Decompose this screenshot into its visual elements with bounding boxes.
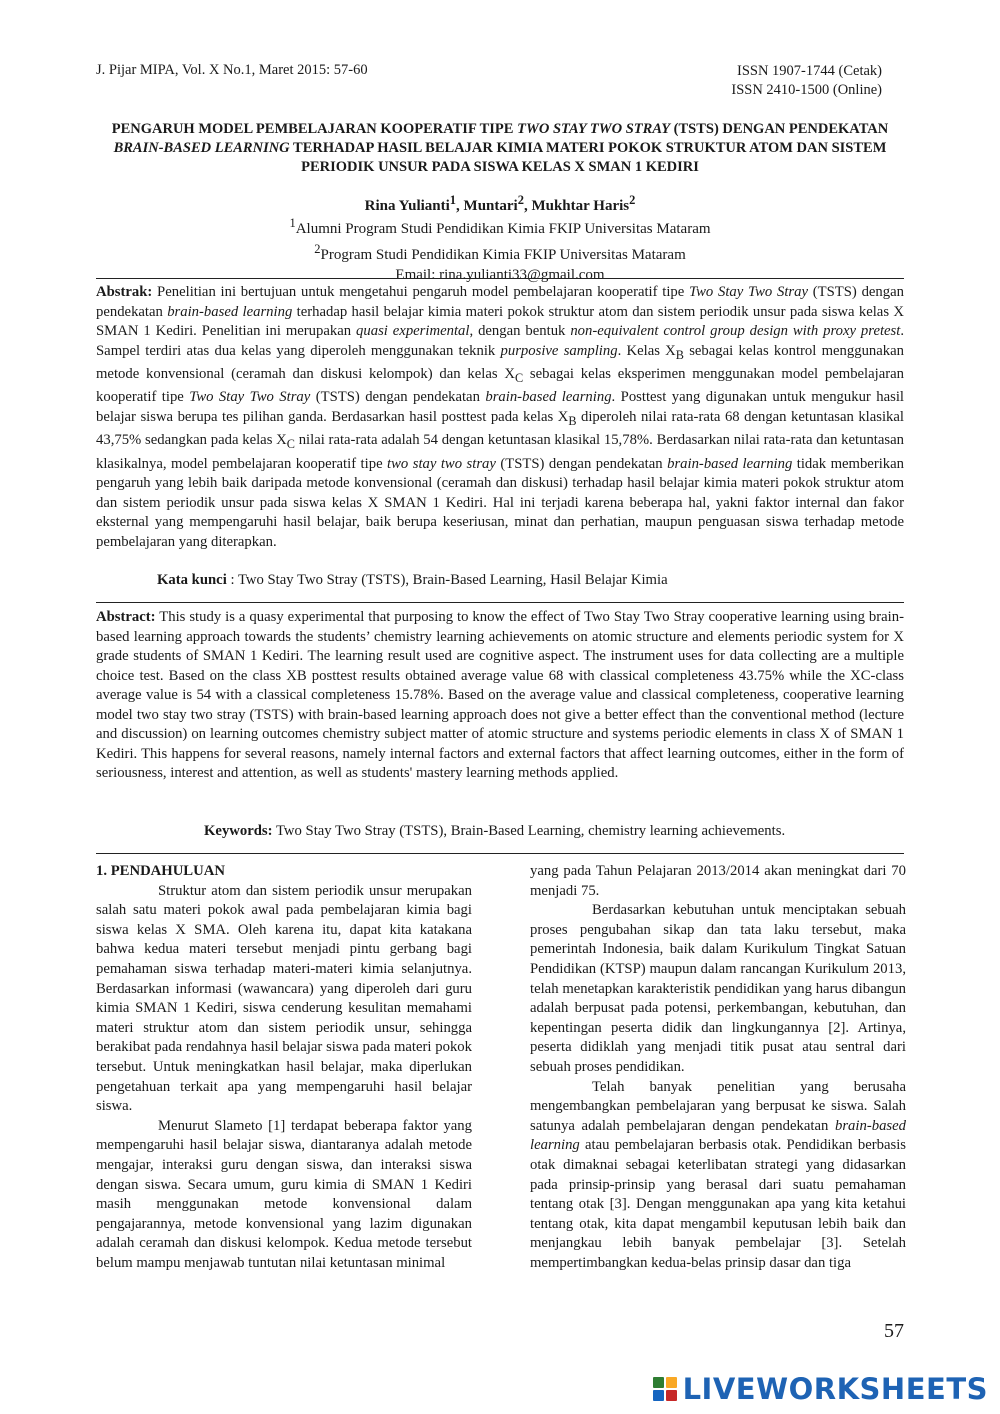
author-email: Email: rina.yulianti33@gmail.com (395, 267, 605, 283)
liveworksheets-logo-icon (653, 1377, 677, 1401)
author-list: Rina Yulianti$^1$, Muntari$^2$, Mukhtar Haris$^2$ (364, 193, 636, 214)
issn-online: ISSN 2410-1500 (Online) (731, 82, 882, 98)
page-number: 57 (884, 1320, 904, 1342)
watermark-text: LIVEWORKSHEETS (682, 1372, 988, 1406)
abstract-paragraph: Abstract: This study is a quasy experimental that purposing to know the effect of Two Stay Two Stray cooperative learning using brain-based learning approach towards the students’ chemistry learning achievements on atomic structure and elements periodic system for X grade students of SMAN 1 Kediri. The learning result used are cognitive aspect. The instrument uses for data collecting are a multiple choice test. Based on the class XB posttest results obtained average value 68 with classical completeness 43.75% while the XC-class average value is 54 with a classical completeness 15.78%. Based on the average value and classical completeness, cooperative learning model two stay two stray (TSTS) with brain-based learning approach does not give a better effect than the conventional method (lecture and discussion) on learning outcomes chemistry subject matter of atomic structure and systems periodic elements in class X of SMAN 1 Kediri. This happens for several reasons, namely internal factors and external factors that affect learning outcomes, either in the form of seriousness, interest and attention, as well as students' mastery learning methods applied. (96, 609, 904, 781)
paragraph: Berdasarkan kebutuhan untuk menciptakan sebuah proses pengubahan sikap dan tata laku tersebut, maka pemerintah Indonesia, baik dalam Kurikulum Tingkat Satuan Pendidikan (KTSP) maupun dalam rancangan Kurikulum 2013, telah menetapkan karakteristik pendidikan yang harus dibangun adalah berpusat pada potensi, perkembangan, kebutuhan, dan kepentingan peserta didik dan lingkungannya [2]. Artinya, peserta didiklah yang menjadi titik pusat atau sentral dari sebuah proses pendidikan. (530, 902, 906, 1075)
author-1: Rina Yulianti (364, 198, 450, 214)
logo-square (666, 1390, 677, 1401)
keywords: Keywords: Two Stay Two Stray (TSTS), Brain-Based Learning, chemistry learning achievements. (204, 823, 786, 839)
issn-print: ISSN 1907-1744 (Cetak) (737, 63, 882, 79)
logo-square (653, 1390, 664, 1401)
liveworksheets-watermark (653, 1372, 988, 1406)
divider (96, 602, 904, 603)
divider (96, 853, 904, 854)
kata-kunci: Kata kunci : Two Stay Two Stray (TSTS), Brain-Based Learning, Hasil Belajar Kimia (157, 572, 668, 588)
paragraph: Menurut Slameto [1] terdapat beberapa faktor yang mempengaruhi hasil belajar siswa, diantaranya adalah metode mengajar, interaksi guru dengan siswa, dan interaksi siswa dengan siswa. Secara umum, guru kimia di SMAN 1 Kediri masih menggunakan metode konvensional dalam pengajarannya, metode konvensional yang lazim digunakan adalah ceramah dan diskusi kelompok. Kedua metode tersebut belum mampu menjawab tuntutan nilai ketuntasan minimal (96, 1117, 472, 1271)
affiliation-2: $^2$Program Studi Pendidikan Kimia FKIP Universitas Mataram (314, 242, 686, 263)
divider (96, 278, 904, 279)
logo-square (666, 1377, 677, 1388)
paragraph: yang pada Tahun Pelajaran 2013/2014 akan meningkat dari 70 menjadi 75. (530, 863, 906, 899)
journal-citation: J. Pijar MIPA, Vol. X No.1, Maret 2015: 57-60 (96, 62, 368, 78)
paragraph: Telah banyak penelitian yang berusaha mengembangkan pembelajaran yang berpusat ke siswa. Salah satunya adalah pembelajaran dengan pendekatan brain-based learning atau pembelajaran berbasis otak. Pendidikan berbasis otak dimaknai sebagai keterlibatan strategi yang didasarkan pada prinsip-prinsip yang berasal dari suatu pemahaman tentang otak [3]. Dengan menggunakan apa yang kita ketahui tentang otak, kita dapat mengambil keputusan lebih baik dan menjangkau lebih banyak pembelajar [3]. Setelah mempertimbangkan kedua-belas prinsip dasar dan tiga (530, 1078, 906, 1271)
section-heading: 1. PENDAHULUAN (96, 863, 225, 879)
paragraph: Struktur atom dan sistem periodik unsur merupakan salah satu materi pokok awal pada pembelajaran kimia bagi siswa kelas X SMA. Oleh karena itu, dapat kita katakana bahwa kedua materi tersebut menjadi pintu gerbang bagi pemahaman siswa terhadap materi-materi kimia selanjutnya. Berdasarkan informasi (wawancara) yang diperoleh dari guru kimia SMAN 1 Kediri, siswa cenderung kesulitan memahami materi struktur atom dan sistem periodik unsur, sehingga berakibat pada rendahnya hasil belajar siswa pada materi pokok tersebut. Untuk meningkatkan hasil belajar, maka diperlukan pengetahuan terkait apa yang mempengaruhi hasil belajar siswa. (96, 882, 472, 1115)
affiliation-1: $^1$Alumni Program Studi Pendidikan Kimia FKIP Universitas Mataram (289, 216, 711, 237)
paper-title: PENGARUH MODEL PEMBELAJARAN KOOPERATIF TIPE TWO STAY TWO STRAY (TSTS) DENGAN PENDEKATAN BRAIN-BASED LEARNING TERHADAP HASIL BELAJAR KIMIA MATERI POKOK STRUKTUR ATOM DAN SISTEM PERIODIK UNSUR PADA SISWA KELAS X SMAN 1 KEDIRI (111, 121, 889, 175)
abstrak-paragraph: Abstrak: Penelitian ini bertujuan untuk mengetahui pengaruh model pembelajaran kooperatif tipe Two Stay Two Stray (TSTS) dengan pendekatan brain-based learning terhadap hasil belajar kimia materi pokok struktur atom dan sistem periodik unsur pada siswa kelas X SMAN 1 Kediri. Penelitian ini merupakan quasi experimental, dengan bentuk non-equivalent control group design with proxy pretest. Sampel terdiri atas dua kelas yang diperoleh menggunakan teknik purposive sampling. Kelas $X_B$ sebagai kelas kontrol menggunakan metode konvensional (ceramah dan diskusi kelompok) dan kelas $X_C$ sebagai kelas eksperimen menggunakan model pembelajaran kooperatif tipe Two Stay Two Stray (TSTS) dengan pendekatan brain-based learning. Posttest yang digunakan untuk mengukur hasil belajar siswa berupa tes pilihan ganda. Berdasarkan hasil posttest pada kelas $X_B$ diperoleh nilai rata-rata 68 dengan ketuntasan klasikal 43,75% sedangkan pada kelas $X_C$ nilai rata-rata adalah 54 dengan ketuntasan klasikal 15,78%. Berdasarkan nilai rata-rata dan ketuntasan klasikalnya, model pembelajaran kooperatif tipe two stay two stray (TSTS) dengan pendekatan brain-based learning tidak memberikan pengaruh yang lebih baik daripada metode konvensional (ceramah dan diskusi) terhadap hasil belajar kimia materi pokok struktur atom dan sistem periodik unsur pada siswa kelas X SMAN 1 Kediri. Hal ini terjadi karena beberapa hal, yakni faktor internal dan fakor eksternal yang mempengaruhi hasil belajar, baik berupa keseriusan, minat dan perhatian, maupun penguasan siswa terhadap metode pembelajaran yang diterapkan. (96, 284, 905, 550)
issn-block (731, 62, 882, 100)
left-column (96, 862, 472, 1273)
author-3: , Mukhtar Haris (523, 198, 630, 214)
logo-square (653, 1377, 664, 1388)
author-2: , Muntari (456, 198, 518, 214)
right-column (530, 862, 906, 1273)
affiliations (96, 213, 904, 285)
